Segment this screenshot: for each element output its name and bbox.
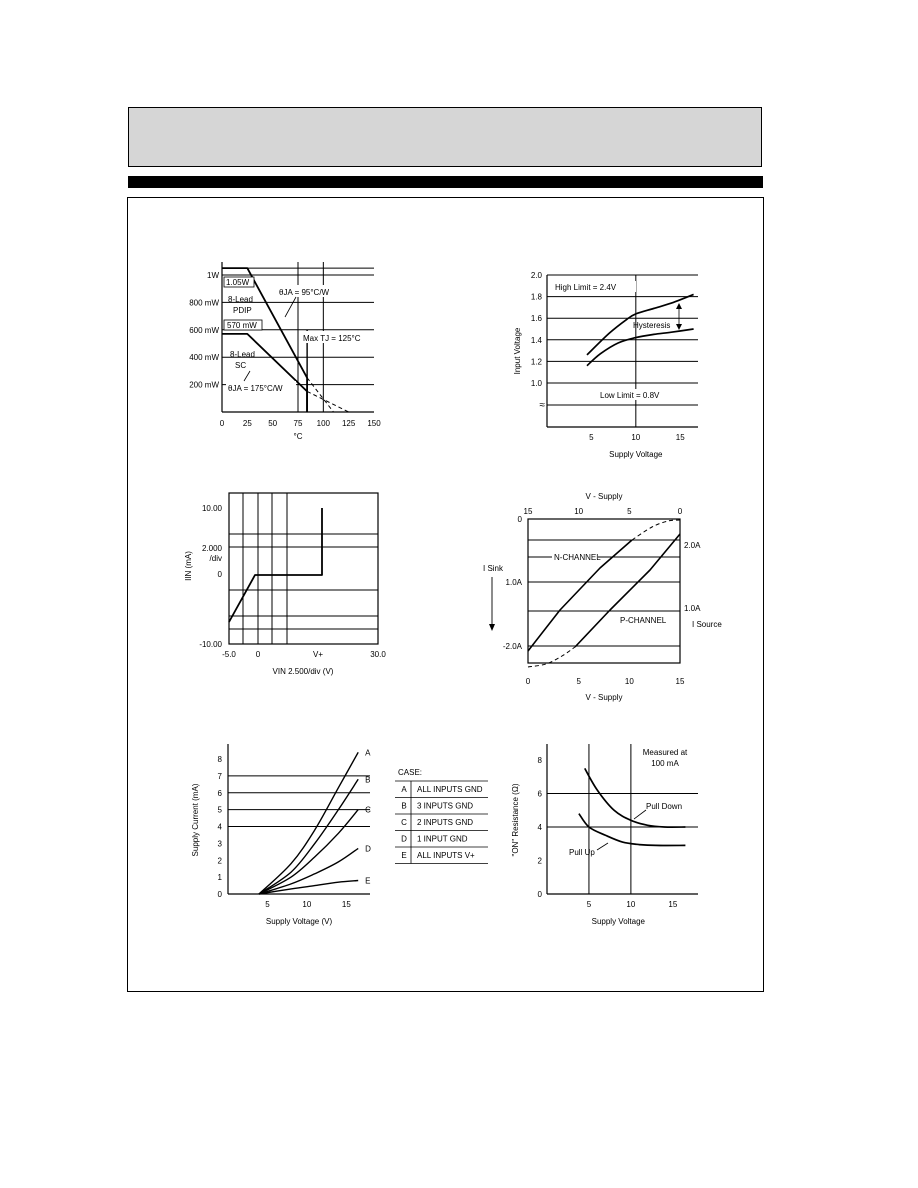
pkg1-label-a: 8-Lead [228,295,253,304]
legend-label: 2 INPUTS GND [417,818,474,827]
x-tick-label: 5 [586,900,592,909]
x-tick-label: 0 [255,650,261,659]
pull-down-label: Pull Down [646,802,683,811]
y-tick-label: 7 [217,771,222,781]
y-tick-label: 1.2 [530,357,542,367]
x-tick-label: V+ [312,650,324,659]
top-tick-label: 0 [677,507,683,516]
y-axis-label: "ON" Resistance (Ω) [511,783,520,857]
x-tick-label: 15 [341,900,351,909]
legend-label: ALL INPUTS V+ [417,851,475,860]
series-label: B [365,775,371,785]
right-label: 1.0A [684,604,701,613]
x-tick-label: 15 [675,433,685,442]
p1-label: 1.05W [226,278,250,287]
plot-frame [229,493,378,644]
measured-label: 100 mA [651,759,679,768]
n-channel-dashed [632,520,680,540]
y-tick-label: /div [209,554,222,563]
y-tick-label: 2.000 [201,544,222,553]
y-tick-label: 10.00 [201,504,222,513]
legend-key: A [401,785,407,794]
hysteresis-chart [513,271,698,459]
on-resistance-chart [511,744,698,926]
series-label: E [365,876,371,886]
dissipation-chart [189,262,381,441]
theta2-label: θJA = 175°C/W [228,384,283,393]
pkg2-label-a: 8-Lead [230,350,255,359]
y-axis-label: Supply Current (mA) [191,783,200,857]
y-tick-label: 600 mW [189,325,219,335]
p-channel-dashed [528,647,575,667]
hysteresis-label: Hysteresis [633,321,671,330]
x-tick-label: 5 [576,677,581,686]
legend-key: E [401,851,407,860]
arrow-head-down [676,324,682,330]
y-tick-label: 400 mW [189,353,219,363]
x-axis-label: VIN 2.500/div (V) [272,667,334,676]
arrow-head-up [676,303,682,309]
p-channel-line [575,534,680,647]
measured-label: Measured at [642,748,688,757]
x-axis-label: Supply Voltage (V) [265,917,333,926]
pull-up-label: Pull Up [569,848,595,857]
series-line [587,329,694,366]
series-dashed [307,391,349,412]
y-tick-label: 4 [217,822,222,832]
legend-label: ALL INPUTS GND [417,785,483,794]
pull-down-pointer [634,810,646,819]
plot-frame [528,519,680,663]
x-axis-label: °C [293,432,303,441]
series-line [579,814,686,846]
x-tick-label: 75 [293,419,303,428]
y-tick-label: -2.0A [502,642,522,651]
x-tick-label: 10 [624,677,634,686]
x-tick-label: 125 [341,419,356,428]
top-tick-label: 15 [523,507,533,516]
output-current-chart [483,492,722,702]
y-tick-label: 1W [207,271,219,280]
x-tick-label: 10 [302,900,312,909]
y-tick-label: 8 [217,755,222,764]
y-tick-label: 1.0 [530,379,542,388]
x-tick-label: 15 [675,677,685,686]
legend-title: CASE: [398,768,423,777]
x-tick-label: 150 [367,419,381,428]
input-current-chart [184,493,386,676]
y-tick-label: 8 [537,756,542,765]
x-axis-label: Supply Voltage [591,917,645,926]
series-label: A [365,748,371,758]
tj-label: Max TJ = 125°C [303,334,361,343]
y-tick-label: 5 [217,805,222,815]
pkg2-label-b: SC [235,361,247,370]
y-axis-label: Input Voltage [513,327,522,375]
sink-label: I Sink [483,564,504,573]
x-tick-label: 0 [219,419,225,428]
pull-up-pointer [597,843,608,850]
x-tick-label: 0 [525,677,531,686]
sink-arrow-head [489,624,495,631]
y-tick-label: 800 mW [189,298,219,308]
y-tick-label: 2 [217,856,222,866]
theta1-pointer [285,297,296,317]
legend-key: B [401,801,407,811]
y-tick-label: 1.6 [530,314,542,324]
x-tick-label: 50 [268,419,278,428]
top-tick-label: 5 [627,507,632,516]
series-line [259,752,358,894]
y-tick-label: 0 [217,890,222,899]
y-tick-label: -10.00 [199,640,222,649]
series-line [222,334,307,412]
legend-label: 1 INPUT GND [417,834,468,844]
axis-break: ≈ [539,400,545,411]
high-limit-label: High Limit = 2.4V [555,283,617,292]
y-tick-label: 0 [217,570,222,579]
y-tick-label: 1.8 [530,292,542,302]
right-label: 2.0A [684,541,701,550]
y-tick-label: 1.4 [530,335,542,345]
theta1-label: θJA = 95°C/W [279,288,330,297]
series-label: D [365,844,371,854]
y-tick-label: 0 [517,515,522,524]
x-tick-label: 25 [242,419,252,428]
y-tick-label: 6 [537,789,542,799]
y-tick-label: 1 [217,873,222,883]
y-tick-label: 0 [537,890,542,899]
series-dashed [307,378,333,412]
source-label: I Source [692,620,722,629]
y-tick-label: 1.0A [505,578,522,587]
n-channel-label: N-CHANNEL [554,553,601,562]
x-tick-label: 10 [626,900,636,909]
y-tick-label: 4 [537,823,542,832]
y-tick-label: 6 [217,788,222,798]
series-label: C [365,805,371,815]
pkg1-label-b: PDIP [233,306,252,315]
x-tick-label: 10 [631,433,641,442]
x-tick-label: 15 [668,900,678,909]
p-channel-label: P-CHANNEL [620,616,667,625]
x-tick-label: 100 [316,419,331,428]
low-limit-label: Low Limit = 0.8V [600,391,660,400]
supply-current-chart [191,744,488,926]
x-tick-label: 30.0 [370,650,386,659]
y-axis-label: IIN (mA) [184,551,193,581]
legend-key: C [401,818,407,827]
x-tick-label: -5.0 [222,650,236,659]
theta2-pointer [244,371,250,381]
x-axis-label: V - Supply [585,693,623,702]
top-axis-label: V - Supply [585,492,623,501]
y-tick-label: 3 [217,839,222,849]
top-tick-label: 10 [574,507,584,516]
legend-key: D [401,834,407,844]
x-tick-label: 5 [589,433,594,442]
y-tick-label: 2.0 [530,271,542,280]
y-tick-label: 200 mW [189,380,219,390]
p2-label: 570 mW [227,321,257,330]
x-axis-label: Supply Voltage [609,450,663,459]
x-tick-label: 5 [265,900,270,909]
legend-label: 3 INPUTS GND [417,801,474,811]
y-tick-label: 2 [537,856,542,866]
